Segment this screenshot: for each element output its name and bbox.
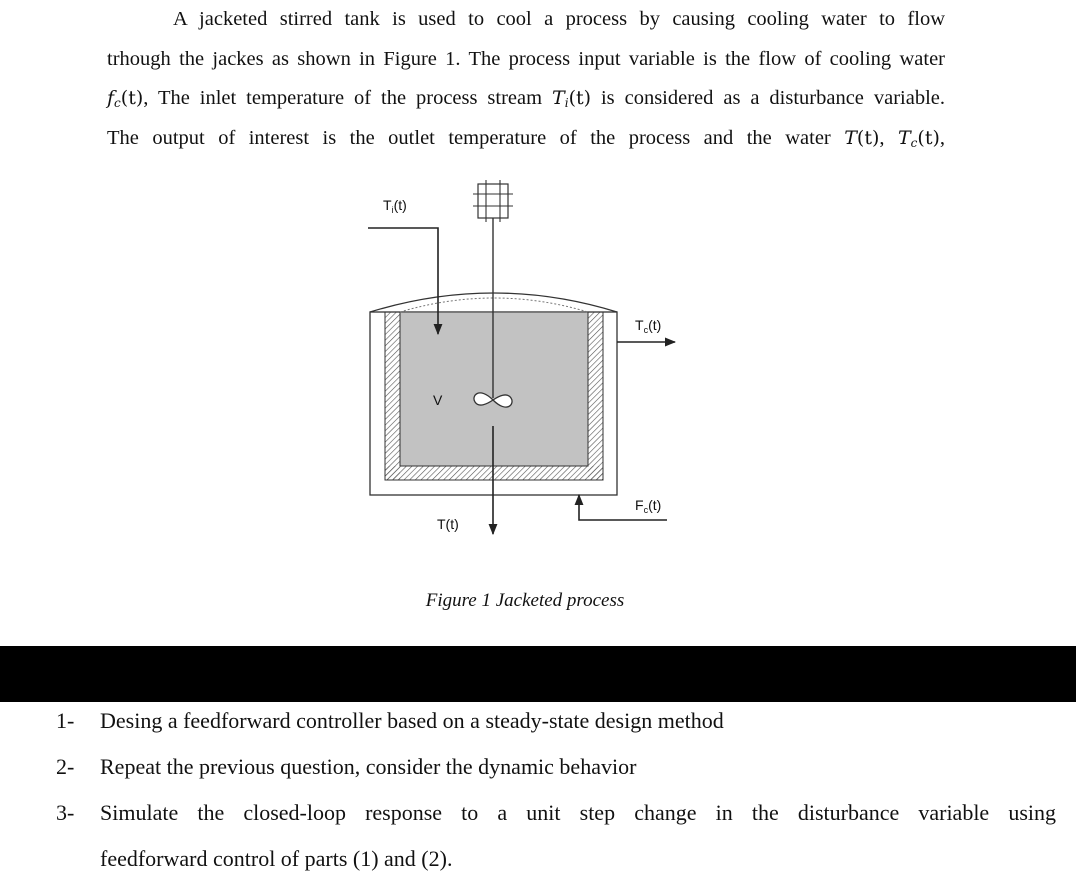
label-inlet-temperature: $T_i(t)$ xyxy=(383,197,407,215)
jacketed-tank-diagram xyxy=(355,172,695,562)
jacket-right-wall xyxy=(588,312,603,480)
symbol-t: T(t) xyxy=(844,126,880,149)
question-item-1 xyxy=(56,698,1056,744)
symbol-tc: $T_c(t)$ xyxy=(897,126,940,150)
paragraph-line-2: trhough the jackes as shown in Figure 1. The process input variable is the flow of cooling water xyxy=(107,47,945,70)
symbol-ti: $T_i(t)$ xyxy=(552,87,592,110)
question-item-2 xyxy=(56,744,1056,790)
question-item-3 xyxy=(56,790,1056,882)
motor-box xyxy=(478,184,508,218)
liquid-surface xyxy=(400,298,588,312)
question-list xyxy=(56,698,1056,882)
label-coolant-temperature: $T_c(t)$ xyxy=(635,317,662,335)
figure-caption: Figure 1 Jacketed process xyxy=(425,590,625,611)
question-text: Desing a feedforward controller based on a steady-state design method xyxy=(100,708,724,733)
symbol-fc: $f_c(t)$ xyxy=(107,87,144,110)
question-text: Repeat the previous question, consider the dynamic behavior xyxy=(100,754,637,779)
label-volume: V xyxy=(433,392,443,408)
label-outlet-temperature: T(t) xyxy=(437,516,459,532)
jacket-bottom-wall xyxy=(385,466,603,480)
question-text-line-2: feedforward control of parts (1) and (2). xyxy=(100,846,453,871)
question-number: 2- xyxy=(56,754,75,779)
question-number: 3- xyxy=(56,800,75,825)
label-coolant-flow: $F_c(t)$ xyxy=(635,497,662,515)
problem-statement xyxy=(107,0,945,158)
question-number: 1- xyxy=(56,708,75,733)
tank-liquid xyxy=(400,312,588,466)
jacket-left-wall xyxy=(385,312,400,480)
paragraph-line-4: The output of interest is the outlet temperature of the process and the water T(t), $T_c(t)$, xyxy=(107,126,945,150)
redaction-bar xyxy=(0,646,1076,702)
question-text-line-1: Simulate the closed-loop response to a unit step change in the disturbance variable using xyxy=(100,800,1056,825)
paragraph-line-3: $f_c(t)$, The inlet temperature of the process stream $T_i(t)$ is considered as a disturbance variable. xyxy=(107,87,945,110)
paragraph-line-1: A jacketed stirred tank is used to cool a process by causing cooling water to flow xyxy=(173,8,945,30)
